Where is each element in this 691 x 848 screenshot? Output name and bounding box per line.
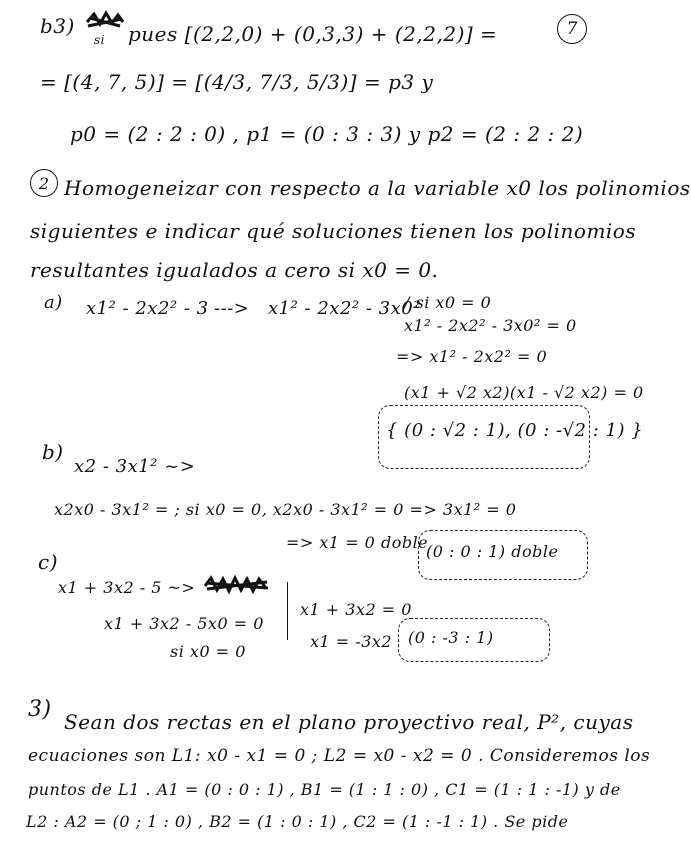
part-c-condition: si x0 = 0 bbox=[170, 642, 246, 661]
b3-label: b3) bbox=[40, 14, 75, 38]
part-b-result: (0 : 0 : 1) doble bbox=[426, 542, 559, 561]
part-c-label: c) bbox=[38, 550, 59, 574]
b3-line-1: pues [(2,2,0) + (0,3,3) + (2,2,2)] = bbox=[128, 22, 498, 46]
page-number-text: 7 bbox=[566, 19, 578, 39]
page-number bbox=[557, 14, 587, 44]
ex3-statement-1: Sean dos rectas en el plano proyectivo real, P², cuyas bbox=[64, 710, 634, 734]
part-b-label: b) bbox=[42, 440, 64, 464]
part-a-label: a) bbox=[44, 292, 63, 313]
exercise-2-number bbox=[30, 169, 58, 197]
part-a-polynomial: x1² - 2x2² - 3 bbox=[86, 298, 209, 319]
part-b-line-1: x2x0 - 3x1² = ; si x0 = 0, x2x0 - 3x1² = 0 => 3x1² = 0 bbox=[54, 500, 517, 519]
b3-line-3: p0 = (2 : 2 : 0) , p1 = (0 : 3 : 3) y p2 = (2 : 2 : 2) bbox=[70, 122, 584, 146]
part-a-arrow: ---> bbox=[214, 298, 250, 319]
exercise-3-number: 3) bbox=[28, 697, 52, 722]
ex2-statement-1: Homogeneizar con respecto a la variable x0 los polinomios bbox=[64, 176, 691, 200]
crossed-out-scribble bbox=[84, 10, 126, 40]
b3-line-2: = [(4, 7, 5)] = [(4/3, 7/3, 5/3)] = p3 y bbox=[40, 70, 434, 94]
ex3-statement-4: L2 : A2 = (0 ; 1 : 0) , B2 = (1 : 0 : 1) , C2 = (1 : -1 : 1) . Se pide bbox=[26, 812, 569, 831]
part-c-homogeneous: x1 + 3x2 - 5x0 = 0 bbox=[104, 614, 264, 633]
part-c-divider bbox=[287, 582, 288, 640]
ex3-statement-2: ecuaciones son L1: x0 - x1 = 0 ; L2 = x0 - x2 = 0 . Consideremos los bbox=[28, 746, 651, 766]
ex3-statement-3: puntos de L1 . A1 = (0 : 0 : 1) , B1 = (1 : 1 : 0) , C1 = (1 : 1 : -1) y de bbox=[28, 780, 621, 799]
ex2-statement-3: resultantes igualados a cero si x0 = 0. bbox=[30, 258, 439, 282]
crossed-out-scribble bbox=[202, 574, 272, 598]
part-a-step-3: (x1 + √2 x2)(x1 - √2 x2) = 0 bbox=[404, 383, 644, 402]
part-c-result: (0 : -3 : 1) bbox=[408, 628, 494, 647]
part-b-line-2: => x1 = 0 doble bbox=[286, 533, 429, 552]
part-b-polynomial: x2 - 3x1² ~> bbox=[74, 456, 196, 477]
part-a-homogeneous: x1² - 2x2² - 3x0² bbox=[268, 298, 421, 319]
scribble-label: si bbox=[94, 33, 105, 47]
part-a-step-2: => x1² - 2x2² = 0 bbox=[396, 347, 548, 366]
part-c-result-1: x1 + 3x2 = 0 bbox=[300, 600, 412, 619]
exercise-2-number-text: 2 bbox=[38, 173, 50, 193]
ex2-statement-2: siguientes e indicar qué soluciones tienen los polinomios bbox=[30, 219, 637, 243]
part-c-polynomial: x1 + 3x2 - 5 ~> bbox=[58, 578, 196, 597]
part-c-result-2: x1 = -3x2 bbox=[310, 632, 393, 651]
part-a-condition: / si x0 = 0 bbox=[404, 293, 492, 312]
part-a-result: { (0 : √2 : 1), (0 : -√2 : 1) } bbox=[386, 420, 644, 441]
part-a-step-1: x1² - 2x2² - 3x0² = 0 bbox=[404, 316, 577, 335]
